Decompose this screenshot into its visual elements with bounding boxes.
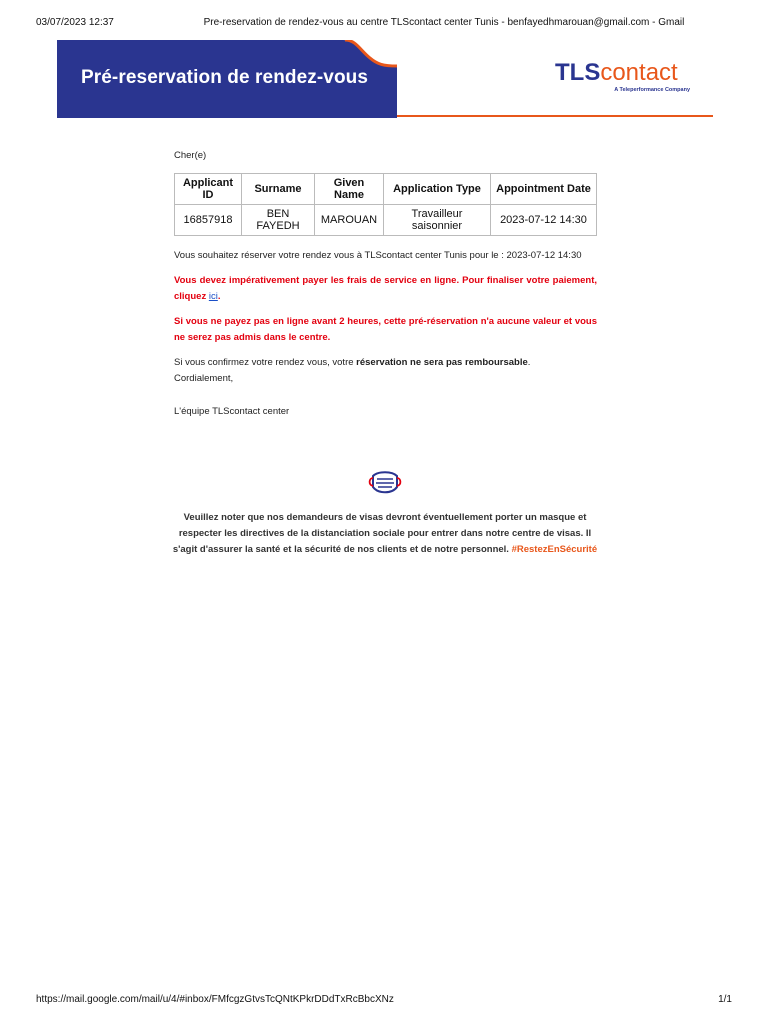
print-datetime: 03/07/2023 12:37 xyxy=(36,17,114,28)
print-url: https://mail.google.com/mail/u/4/#inbox/FMfcgzGtvsTcQNtKPkrDDdTxRcBbcXNz xyxy=(36,994,394,1005)
payment-warning xyxy=(174,273,597,305)
pay-here-link[interactable]: ici xyxy=(208,291,218,302)
confirm-text-start: Si vous confirmez votre rendez vous, votre xyxy=(174,357,357,368)
safety-notice-text: Veuillez noter que nos demandeurs de visas devront éventuellement porter un masque et respecter les directives de la distanciation sociale pour entrer dans notre centre de visas. Il s'agit d'assurer la santé et la sécurité de nos clients et de notre personnel. xyxy=(172,512,592,556)
non-refundable-text: réservation ne sera pas remboursable xyxy=(356,357,528,368)
header-applicant-id: Applicant ID xyxy=(175,174,242,205)
tlscontact-logo xyxy=(555,60,690,100)
reservation-text: Vous souhaitez réserver votre rendez vous à TLScontact center Tunis pour le : 2023-07-12 14:30 xyxy=(174,250,582,261)
email-body xyxy=(174,148,597,420)
deadline-warning: Si vous ne payez pas en ligne avant 2 heures, cette pré-réservation n'a aucune valeur et vous ne serez pas admis dans le centre. xyxy=(174,316,597,343)
header-application-type: Application Type xyxy=(384,174,491,205)
cell-application-type: Travailleur saisonnier xyxy=(384,205,491,236)
cell-given-name: MAROUAN xyxy=(315,205,384,236)
appointment-table xyxy=(174,173,597,236)
header-appointment-date: Appointment Date xyxy=(491,174,597,205)
payment-warning-end: . xyxy=(217,291,221,302)
cell-applicant-id: 16857918 xyxy=(175,205,242,236)
email-banner xyxy=(57,40,713,118)
logo-contact: contact xyxy=(600,59,678,86)
signature: L'équipe TLScontact center xyxy=(174,406,290,417)
greeting: Cher(e) xyxy=(174,150,207,161)
logo-tagline: A Teleperformance Company xyxy=(614,87,690,93)
face-mask-icon xyxy=(366,466,404,498)
print-title: Pre-reservation de rendez-vous au centre TLScontact center Tunis - benfayedhmarouan@gmail.com - Gmail xyxy=(203,17,685,28)
header-surname: Surname xyxy=(242,174,315,205)
banner-title: Pré-reservation de rendez-vous xyxy=(81,67,369,88)
safety-hashtag: #RestezEnSécurité xyxy=(511,544,598,556)
logo-tls: TLS xyxy=(555,59,601,86)
header-given-name: Given Name xyxy=(315,174,384,205)
confirm-text xyxy=(174,355,597,371)
print-footer xyxy=(36,994,732,1008)
cell-appointment-date: 2023-07-12 14:30 xyxy=(491,205,597,236)
table-header-row xyxy=(175,174,597,205)
table-row xyxy=(175,205,597,236)
payment-warning-text: Vous devez impérativement payer les frais de service en ligne. Pour finaliser votre paiement, cliquez xyxy=(174,275,597,302)
cell-surname: BEN FAYEDH xyxy=(242,205,315,236)
confirm-text-end: . xyxy=(527,357,531,368)
print-header xyxy=(36,17,732,31)
print-page-number: 1/1 xyxy=(718,994,732,1005)
safety-notice xyxy=(170,510,600,559)
closing: Cordialement, xyxy=(174,373,234,384)
